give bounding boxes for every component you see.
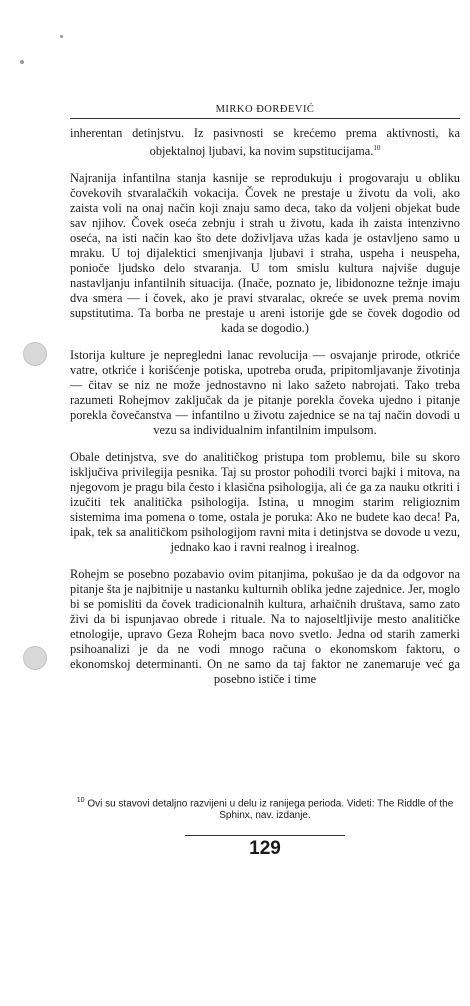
paragraph: Rohejm se posebno pozabavio ovim pitanjima, pokušao je da da odgovor na pitanje šta je najbitnije u nastanku kulturnih oblika jedne zajednice. Jer, moglo bi se pomisliti da čovek tradicionalnih kultura, arhaičnih društava, samo zato živi da bi ispunjavao obrede i rituale. Na to najoseltljivije mesto analitičke etnologije, upravo Geza Rohejm baca novo svetlo. Jedna od starih zamerki psihoanalizi je da ne vodi mnogo računa o ekonomskom faktoru, o ekonomskoj determinanti. On ne samo da taj faktor ne zanemaruje već ga posebno ističe i time: [70, 567, 460, 687]
footnote: [70, 795, 460, 822]
punch-hole: [23, 646, 47, 670]
paragraph: inherentan detinjstvu. Iz pasivnosti se krećemo prema aktivnosti, ka objektalnoj ljubavi, ka novim supstitucijama.$^{10}$: [70, 126, 460, 159]
page-number-rule: [185, 835, 345, 836]
footnote-reference: 10: [373, 144, 381, 152]
header-rule: [70, 118, 460, 119]
paragraph: Obale detinjstva, sve do analitičkog pristupa tom problemu, bile su skoro isključiva privilegija pesnika. Taj su prostor pohodili tvorci bajki i mitova, na njegovom je pragu bila često i klasična psihologija, ali će ga za nauku otkriti i izučiti tek analitička psihologija. Istina, u mnogim starim religioznim sistemima ima pomena o tome, ostala je poruka: Ako ne budete kao deca! Pa, ipak, tek sa analitičkom psihologijom ravni mita i detinjstva se dovode u vezu, jednako kao i ravni realnog i irealnog.: [70, 450, 460, 555]
header-author: MIRKO ĐORĐEVIĆ: [215, 104, 315, 115]
body-text: [70, 126, 460, 699]
punch-hole: [23, 342, 47, 366]
paper-speck: [60, 35, 63, 38]
paragraph: Istorija kulture je nepregledni lanac revolucija — osvajanje prirode, otkriće vatre, otkriće i korišćenje potiska, upotreba oruđa, pripitomljavanje životinja — čitav se niz ne može jednostavno ni lako sažeto nabrojati. Tako treba razumeti Rohejmov zaključak da je pitanje porekla čoveka ujedno i pitanje porekla čovečanstva — infantilno u životu zajednice se na taj način dovodi u vezu sa individualnim infantilnim impulsom.: [70, 348, 460, 438]
footnote-marker: 10: [76, 797, 85, 804]
paper-speck: [20, 60, 24, 64]
footnote-text: Ovi su stavovi detaljno razvijeni u delu iz ranijega perioda. Videti: The Riddle of the Sphinx, nav. izdanje.: [87, 798, 454, 822]
page-number: 129: [249, 838, 281, 859]
paragraph: Najranija infantilna stanja kasnije se reprodukuju i progovaraju u obliku čovekovih stvaralačkih vokacija. Čovek ne prestaje u životu da voli, ako zaista voli na onaj način koji znaju samo deca, tako da voljeni objekat bude sav njihov. Čovek oseća zebnju i strah u životu, kada ih zaista intenzivno oseća, na isti način kao što dete doživljava užas kada je ostavljeno samo u mraku. U toj dijalektici smenjivanja ljubavi i straha, uspeha i neuspeha, ponioče ljudsko delo stvaranja. U tom smislu kultura najviše duguje nastavljanju infantilnih situacija. (Inače, poznato je, libidonozne težnje imaju dva smera — i čovek, ako je pravi stvaralac, okreće se uvek prema novim supstitutima. Ta borba ne prestaje u areni istorije gde se čovek dogodio od kada se dogodio.): [70, 171, 460, 336]
running-header: [70, 104, 460, 115]
